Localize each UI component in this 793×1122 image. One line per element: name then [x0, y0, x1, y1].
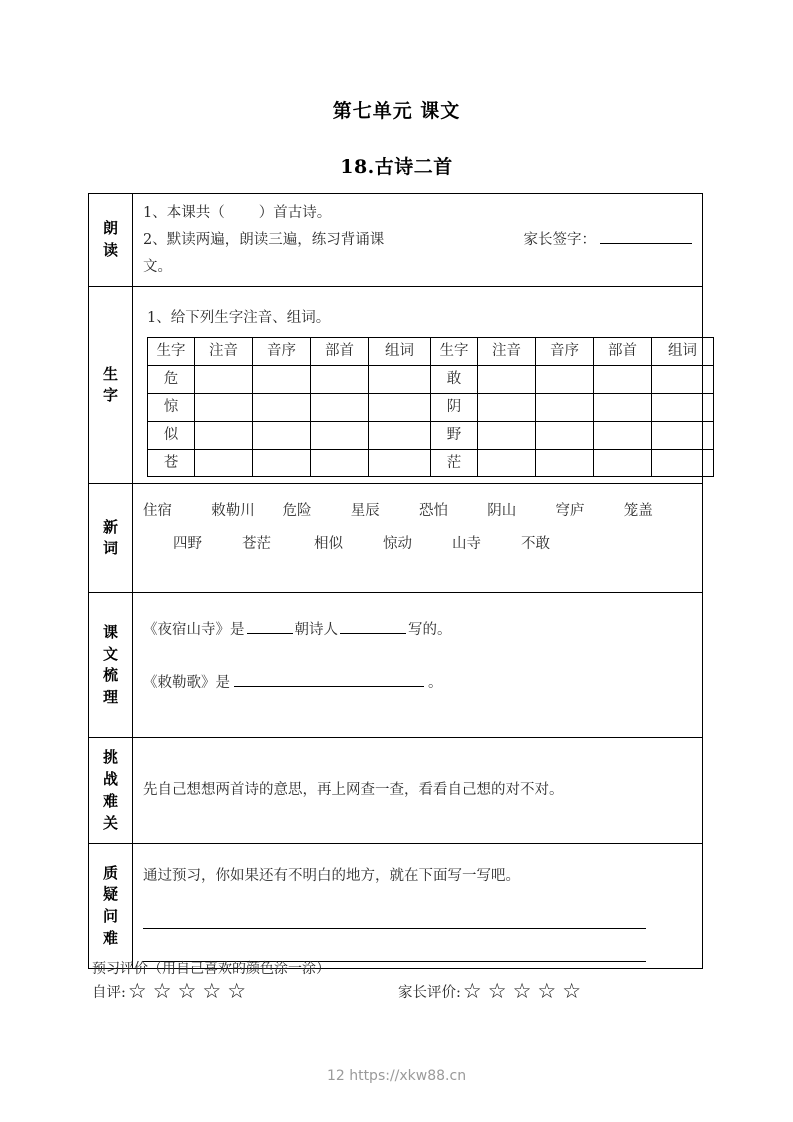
footer-watermark: 12 https://xkw88.cn: [326, 1068, 467, 1084]
words-line-1: [143, 498, 692, 525]
order-input-cell[interactable]: [536, 421, 594, 449]
label-char: 挑: [102, 748, 118, 767]
order-input-cell[interactable]: [253, 421, 311, 449]
word-item: 住宿: [143, 503, 172, 520]
word-input-cell[interactable]: [369, 449, 431, 477]
reading-item-1-prefix: 1、本课共（: [143, 205, 225, 221]
column-header-char: 生字: [148, 338, 195, 366]
order-input-cell[interactable]: [536, 366, 594, 394]
radical-input-cell[interactable]: [311, 393, 369, 421]
evaluation-block: [92, 958, 712, 1002]
pinyin-input-cell[interactable]: [195, 449, 253, 477]
radical-input-cell[interactable]: [594, 393, 652, 421]
review-author-blank[interactable]: [340, 633, 406, 634]
word-item: 恐怕: [418, 503, 448, 520]
radical-input-cell[interactable]: [311, 366, 369, 394]
character-cell: 惊: [148, 393, 195, 421]
questions-answer-line[interactable]: [143, 904, 646, 929]
radical-input-cell[interactable]: [594, 449, 652, 477]
word-item: 敕勒川: [211, 503, 255, 520]
section-label-reading: [89, 194, 133, 287]
review-line-2: [143, 670, 692, 697]
word-input-cell[interactable]: [369, 393, 431, 421]
word-item: 穹庐: [555, 503, 585, 520]
column-header-radical: 部首: [311, 338, 369, 366]
characters-header-row: [148, 338, 714, 366]
words-line-2: [143, 531, 692, 558]
star-icon[interactable]: ☆: [512, 979, 532, 1003]
label-char: 关: [102, 813, 118, 832]
word-input-cell[interactable]: [369, 421, 431, 449]
label-char: 词: [102, 539, 118, 558]
label-char: 朗: [102, 219, 118, 238]
column-header-order: 音序: [536, 338, 594, 366]
label-char: 难: [102, 791, 118, 810]
reading-item-1-suffix: ）首古诗。: [258, 205, 332, 221]
review-line-1-part-3: 写的。: [408, 622, 452, 639]
self-evaluation-label: 自评:: [92, 985, 126, 1001]
label-char: 字: [102, 386, 118, 405]
parent-evaluation-label: 家长评价:: [398, 985, 461, 1001]
unit-title: 第七单元 课文: [332, 100, 461, 122]
column-header-word: 组词: [652, 338, 714, 366]
word-item: 危险: [282, 503, 312, 520]
word-item: 惊动: [383, 536, 412, 553]
character-cell: 茫: [431, 449, 478, 477]
word-input-cell[interactable]: [652, 366, 714, 394]
self-evaluation-stars[interactable]: [128, 981, 252, 1002]
pinyin-input-cell[interactable]: [478, 421, 536, 449]
pinyin-input-cell[interactable]: [195, 366, 253, 394]
worksheet-table: [88, 193, 703, 969]
star-icon[interactable]: ☆: [152, 979, 172, 1003]
radical-input-cell[interactable]: [594, 421, 652, 449]
section-row-questions: [89, 844, 703, 969]
parent-evaluation-group: [398, 981, 587, 1002]
section-label-questions: [89, 844, 133, 969]
word-item: 阴山: [487, 503, 517, 520]
label-char: 生: [102, 364, 118, 383]
evaluation-title: 预习评价（用自己喜欢的颜色涂一涂）: [92, 961, 330, 977]
order-input-cell[interactable]: [253, 366, 311, 394]
lesson-title: 18.古诗二首: [340, 156, 453, 178]
section-label-challenge: [89, 738, 133, 844]
character-cell: 敢: [431, 366, 478, 394]
column-header-word: 组词: [369, 338, 431, 366]
parent-evaluation-stars[interactable]: [463, 981, 587, 1002]
section-content-questions: [133, 844, 703, 969]
reading-item-1: [143, 200, 692, 227]
parent-signature-blank[interactable]: [600, 243, 692, 244]
section-label-characters: [89, 287, 133, 484]
review-line-1: [143, 617, 692, 644]
word-item: 苍茫: [242, 536, 271, 553]
section-row-characters: [89, 287, 703, 484]
star-icon[interactable]: ☆: [202, 979, 222, 1003]
label-char: 新: [102, 517, 118, 536]
star-icon[interactable]: ☆: [487, 979, 507, 1003]
star-icon[interactable]: ☆: [562, 979, 582, 1003]
star-icon[interactable]: ☆: [177, 979, 197, 1003]
pinyin-input-cell[interactable]: [195, 393, 253, 421]
character-cell: 野: [431, 421, 478, 449]
radical-input-cell[interactable]: [311, 449, 369, 477]
section-row-challenge: [89, 738, 703, 844]
label-char: 梳: [102, 666, 118, 685]
word-input-cell[interactable]: [652, 421, 714, 449]
order-input-cell[interactable]: [253, 393, 311, 421]
section-label-words: [89, 484, 133, 593]
order-input-cell[interactable]: [253, 449, 311, 477]
column-header-pinyin: 注音: [195, 338, 253, 366]
section-content-characters: [133, 287, 703, 484]
character-cell: 阴: [431, 393, 478, 421]
star-icon[interactable]: ☆: [127, 979, 147, 1003]
reading-item-2-text: 2、默读两遍，朗读三遍，练习背诵课文。: [143, 231, 385, 275]
column-header-radical: 部首: [594, 338, 652, 366]
order-input-cell[interactable]: [536, 393, 594, 421]
radical-input-cell[interactable]: [311, 421, 369, 449]
radical-input-cell[interactable]: [594, 366, 652, 394]
table-row: [148, 366, 714, 394]
review-line-2-part-2: 。: [428, 675, 443, 692]
order-input-cell[interactable]: [536, 449, 594, 477]
label-char: 读: [102, 241, 118, 260]
word-input-cell[interactable]: [652, 449, 714, 477]
reading-item-2: [143, 227, 692, 281]
section-content-review: [133, 593, 703, 738]
characters-grid: [147, 337, 714, 477]
review-line-1-part-1: 《夜宿山寺》是: [143, 622, 245, 639]
word-input-cell[interactable]: [369, 366, 431, 394]
section-content-challenge: [133, 738, 703, 844]
review-line-1-part-2: 朝诗人: [294, 622, 338, 639]
label-char: 质: [102, 863, 118, 882]
character-cell: 似: [148, 421, 195, 449]
section-label-review: [89, 593, 133, 738]
character-cell: 苍: [148, 449, 195, 477]
self-evaluation-group: [92, 981, 252, 1002]
section-content-words: [133, 484, 703, 593]
word-input-cell[interactable]: [652, 393, 714, 421]
review-line-2-part-1: 《敕勒歌》是: [143, 675, 230, 692]
label-char: 战: [102, 770, 118, 789]
section-row-words: [89, 484, 703, 593]
word-item: 不敢: [521, 536, 550, 553]
label-char: 文: [102, 644, 118, 663]
parent-signature-label: 家长签字：: [523, 231, 596, 248]
column-header-char: 生字: [431, 338, 478, 366]
pinyin-input-cell[interactable]: [478, 449, 536, 477]
table-row: [148, 393, 714, 421]
parent-signature-block: [524, 227, 693, 254]
label-char: 疑: [102, 885, 118, 904]
pinyin-input-cell[interactable]: [478, 393, 536, 421]
pinyin-input-cell[interactable]: [478, 366, 536, 394]
section-row-reading: [89, 194, 703, 287]
evaluation-row: [92, 981, 712, 1002]
word-item: 山寺: [452, 536, 481, 553]
star-icon[interactable]: ☆: [227, 979, 247, 1003]
label-char: 课: [102, 622, 118, 641]
character-cell: 危: [148, 366, 195, 394]
word-item: 四野: [173, 536, 202, 553]
label-char: 难: [102, 928, 118, 947]
word-item: 星辰: [350, 503, 380, 520]
table-row: [148, 449, 714, 477]
pinyin-input-cell[interactable]: [195, 421, 253, 449]
section-row-review: [89, 593, 703, 738]
characters-prompt: 1、给下列生字注音、组词。: [147, 310, 331, 327]
review-description-blank[interactable]: [234, 686, 424, 687]
label-char: 理: [102, 688, 118, 707]
star-icon[interactable]: ☆: [537, 979, 557, 1003]
column-header-order: 音序: [253, 338, 311, 366]
table-row: [148, 421, 714, 449]
word-item: 笼盖: [623, 503, 653, 520]
section-content-reading: [133, 194, 703, 287]
challenge-text: 先自己想想两首诗的意思，再上网查一查，看看自己想的对不对。: [143, 782, 564, 799]
review-dynasty-blank[interactable]: [247, 633, 293, 634]
questions-text: 通过预习，你如果还有不明白的地方，就在下面写一写吧。: [143, 868, 520, 885]
star-icon[interactable]: ☆: [462, 979, 482, 1003]
column-header-pinyin: 注音: [478, 338, 536, 366]
label-char: 问: [102, 907, 118, 926]
word-item: 相似: [314, 536, 343, 553]
